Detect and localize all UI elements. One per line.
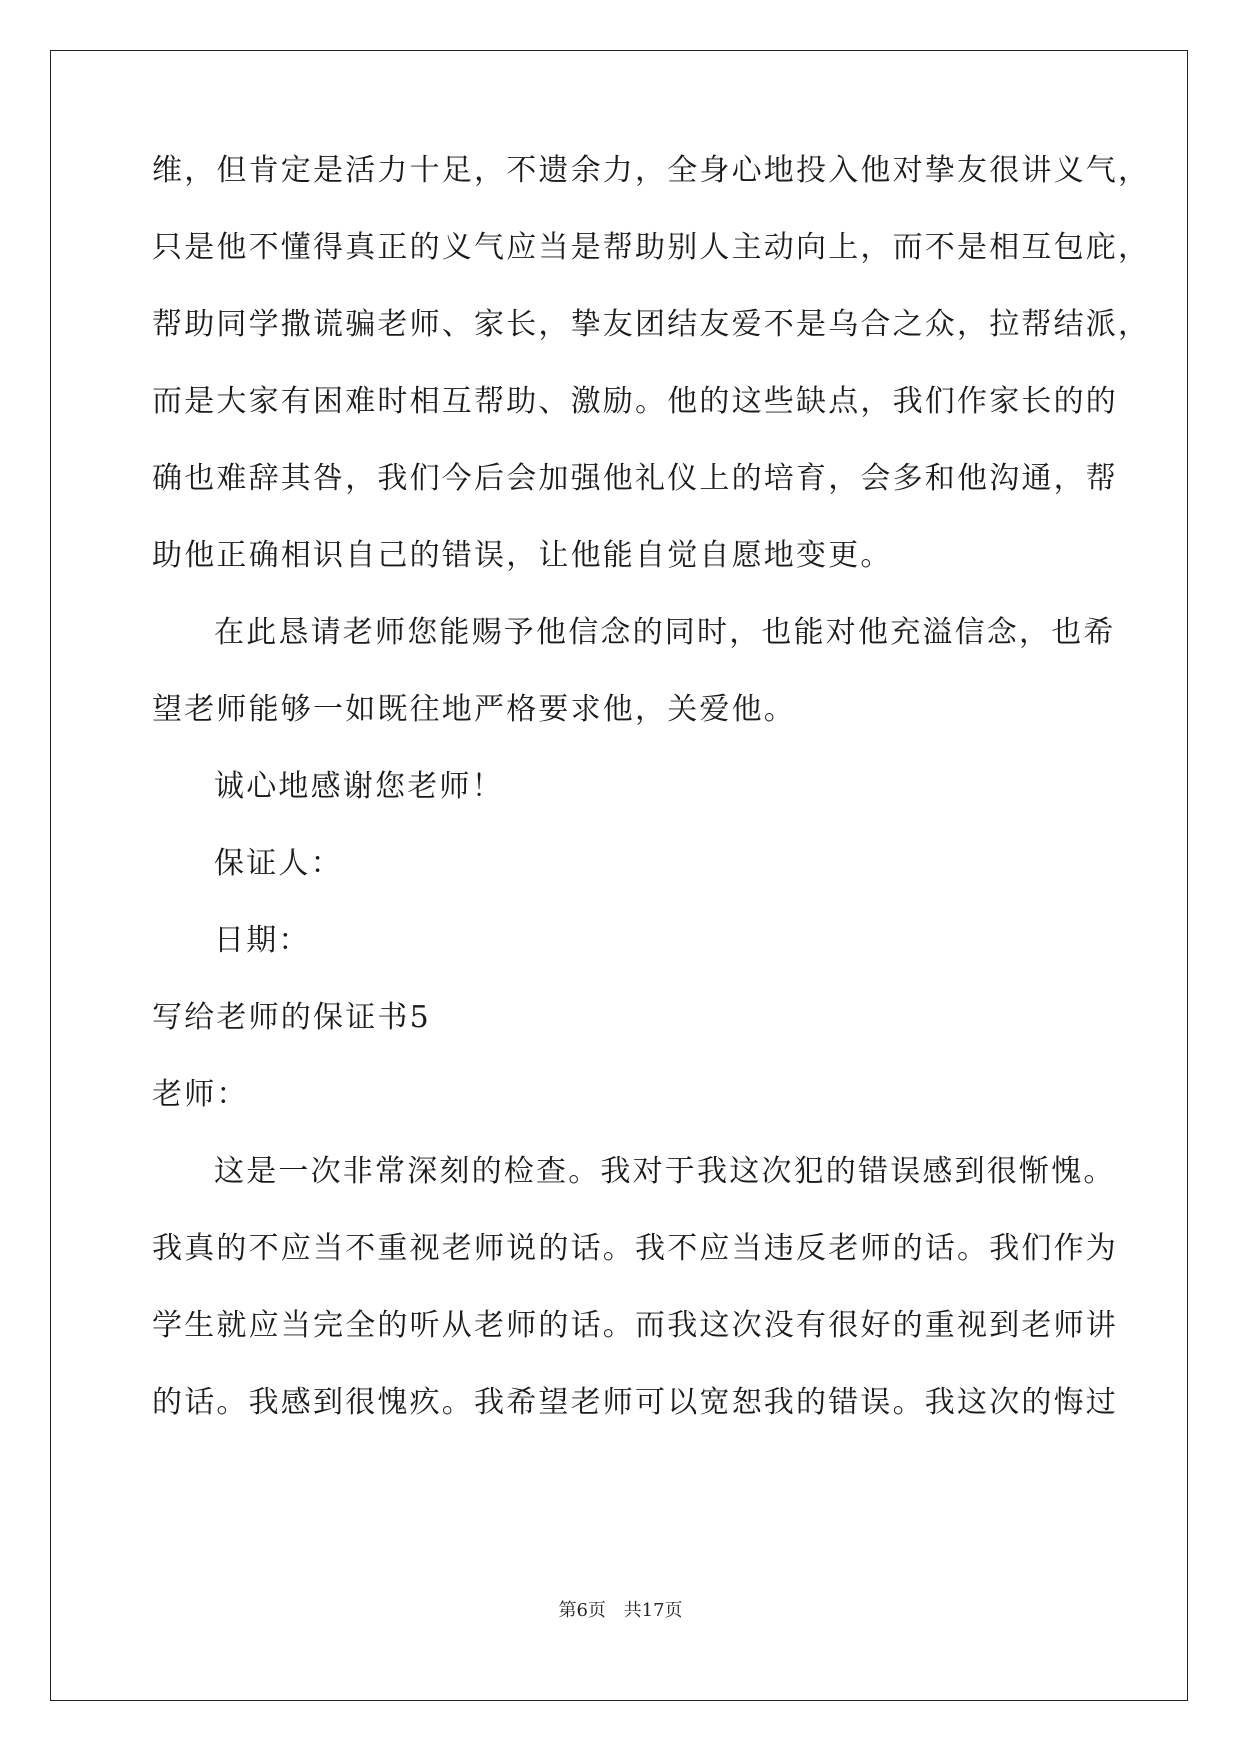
body-text-line: 我真的不应当不重视老师说的话。我不应当违反老师的话。我们作为 — [152, 1231, 1118, 1266]
page-total: 共17页 — [623, 1600, 683, 1621]
guarantor-label: 保证人： — [214, 846, 343, 881]
body-text-line: 学生就应当完全的听从老师的话。而我这次没有很好的重视到老师讲 — [152, 1308, 1118, 1343]
section-heading: 写给老师的保证书5 — [152, 1000, 431, 1035]
body-text-line: 的话。我感到很愧疚。我希望老师可以宽恕我的错误。我这次的悔过 — [152, 1385, 1118, 1420]
body-text-line: 维，但肯定是活力十足，不遗余力，全身心地投入他对挚友很讲义气， — [152, 153, 1151, 188]
body-text-line: 而是大家有困难时相互帮助、激励。他的这些缺点，我们作家长的的 — [152, 384, 1118, 419]
body-text-line: 帮助同学撒谎骗老师、家长，挚友团结友爱不是乌合之众，拉帮结派， — [152, 307, 1151, 342]
page-number: 第6页 — [558, 1600, 606, 1621]
closing-thanks: 诚心地感谢您老师！ — [214, 769, 504, 804]
body-text-line: 只是他不懂得真正的义气应当是帮助别人主动向上，而不是相互包庇， — [152, 230, 1151, 265]
body-text-line: 这是一次非常深刻的检查。我对于我这次犯的错误感到很惭愧。 — [214, 1154, 1116, 1189]
body-text-line: 在此恳请老师您能赐予他信念的同时，也能对他充溢信念，也希 — [214, 615, 1116, 650]
body-text-line: 助他正确相识自己的错误，让他能自觉自愿地变更。 — [152, 538, 893, 573]
salutation: 老师： — [152, 1077, 249, 1112]
page-footer — [0, 1596, 1241, 1622]
date-label: 日期： — [214, 923, 311, 958]
body-text-line: 确也难辞其咎，我们今后会加强他礼仪上的培育，会多和他沟通，帮 — [152, 461, 1118, 496]
body-text-line: 望老师能够一如既往地严格要求他，关爱他。 — [152, 692, 796, 727]
